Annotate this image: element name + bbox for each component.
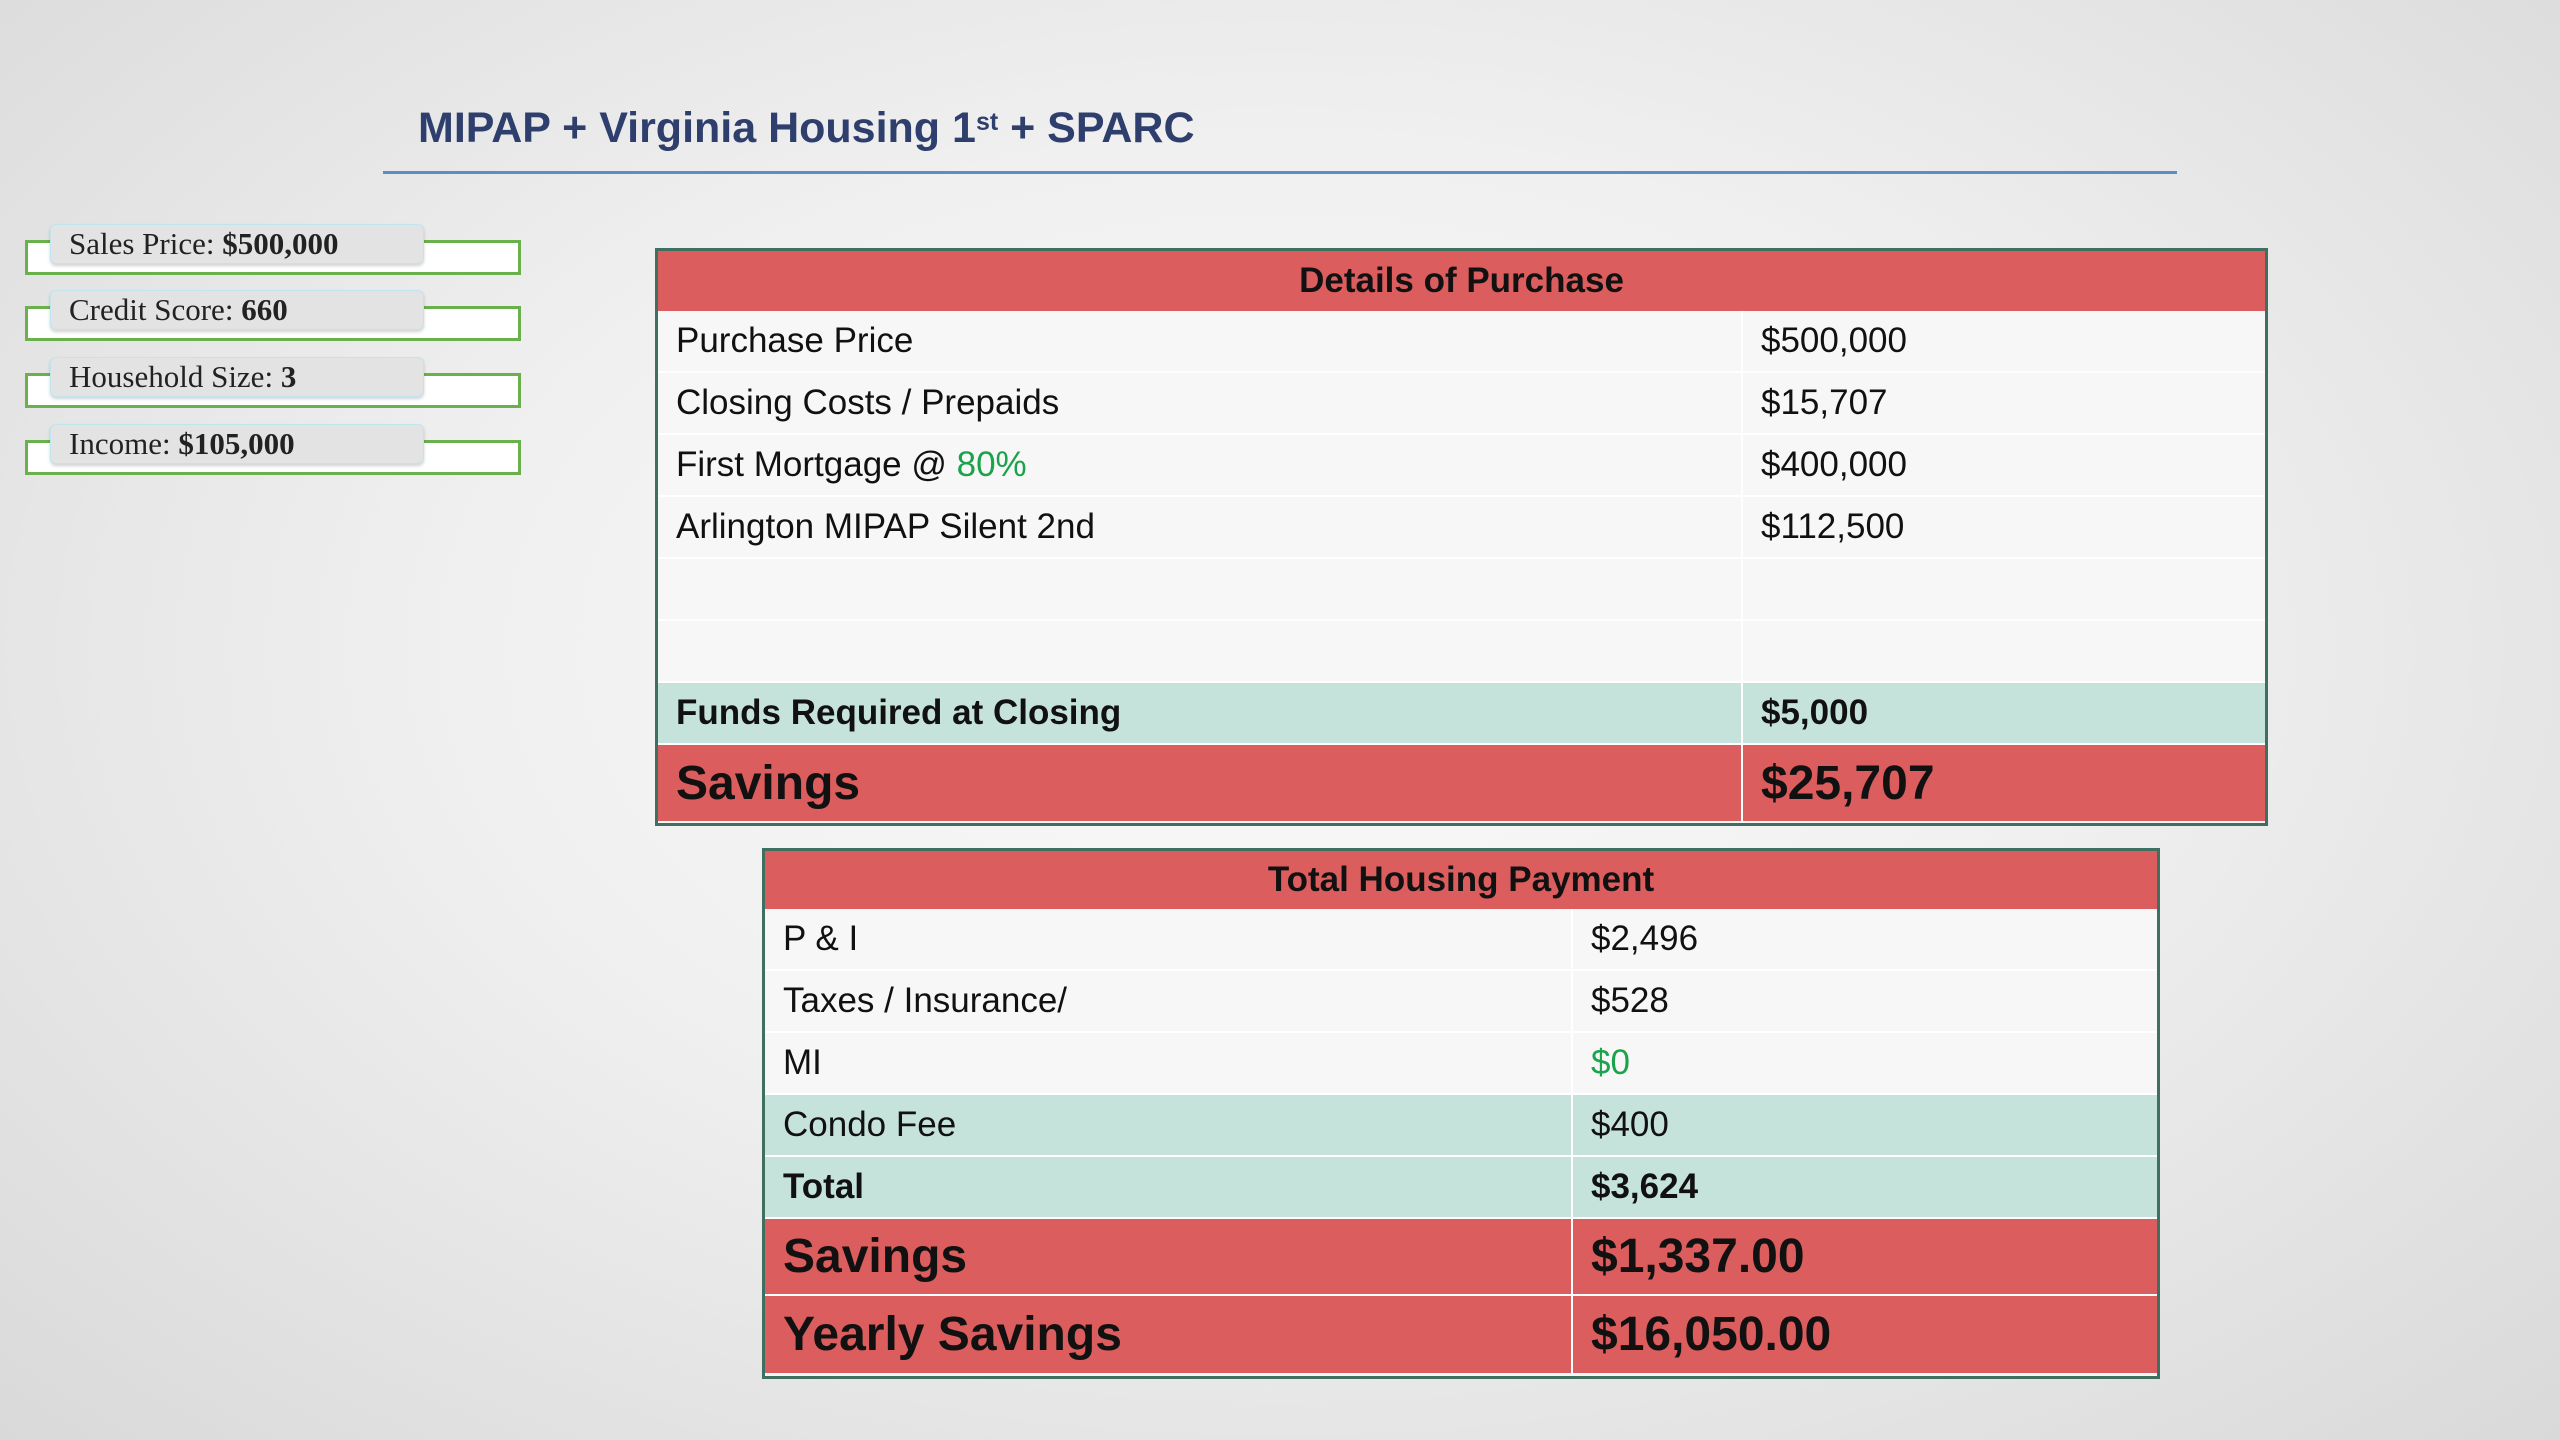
row-value: $16,050.00: [1571, 1296, 2157, 1373]
slide-title: [418, 104, 1195, 153]
title-suffix: + SPARC: [998, 104, 1195, 152]
info-label-credit-score: [50, 290, 424, 330]
info-label-text: Household Size:: [69, 359, 281, 394]
row-value: $528: [1571, 971, 2157, 1031]
info-label-sales-price: [50, 224, 424, 264]
funds-required-row: [658, 683, 2265, 745]
info-label-value: $500,000: [222, 226, 339, 261]
info-label-income: [50, 424, 424, 464]
info-box-income: [25, 426, 521, 475]
info-label-text: Sales Price:: [69, 226, 223, 261]
row-label: Savings: [676, 756, 861, 810]
table-header: [658, 251, 2265, 311]
housing-payment-table: [762, 848, 2160, 1379]
table-row: [765, 909, 2157, 971]
row-label: MI: [783, 1043, 822, 1082]
title-underline: [383, 171, 2177, 174]
row-value: $400,000: [1741, 435, 2265, 495]
row-label-text: First Mortgage @: [676, 445, 957, 484]
row-label: Yearly Savings: [783, 1308, 1122, 1361]
info-label-value: 660: [241, 292, 288, 327]
row-value: $0: [1571, 1033, 2157, 1093]
yearly-savings-row: [765, 1296, 2157, 1373]
table-header-label: Total Housing Payment: [1267, 860, 1655, 899]
row-value: $1,337.00: [1571, 1219, 2157, 1294]
row-label: [658, 435, 1741, 495]
row-value: $2,496: [1571, 909, 2157, 969]
table-row: [658, 311, 2265, 373]
row-label-highlight: 80%: [956, 445, 1027, 484]
total-row: [765, 1157, 2157, 1219]
table-row-empty: [658, 621, 2265, 683]
row-label: Taxes / Insurance/: [783, 981, 1068, 1020]
info-box-household-size: [25, 359, 521, 408]
table-header: [765, 851, 2157, 909]
table-row-empty: [658, 559, 2265, 621]
row-value: $400: [1571, 1095, 2157, 1155]
row-label: Total: [783, 1167, 865, 1206]
info-label-value: 3: [280, 359, 297, 394]
row-label: [658, 559, 1741, 619]
row-label: Funds Required at Closing: [676, 693, 1122, 732]
row-value: $500,000: [1741, 311, 2265, 371]
info-label-household-size: [50, 357, 424, 397]
table-row: [658, 435, 2265, 497]
table-row: [658, 373, 2265, 435]
info-box-sales-price: [25, 226, 521, 275]
info-box-credit-score: [25, 292, 521, 341]
row-value: $25,707: [1741, 745, 2265, 821]
condo-fee-row: [765, 1095, 2157, 1157]
row-label: Savings: [783, 1230, 968, 1283]
row-value: $3,624: [1571, 1157, 2157, 1217]
row-label: Purchase Price: [676, 321, 914, 360]
row-value: $5,000: [1741, 683, 2265, 743]
row-value: [1741, 621, 2265, 681]
table-header-label: Details of Purchase: [1299, 261, 1624, 300]
row-label: Closing Costs / Prepaids: [676, 383, 1060, 422]
table-row: [658, 497, 2265, 559]
info-label-text: Credit Score:: [69, 292, 242, 327]
monthly-savings-row: [765, 1219, 2157, 1296]
row-value: $15,707: [1741, 373, 2265, 433]
title-main: MIPAP + Virginia Housing 1: [418, 104, 976, 152]
table-row: [765, 971, 2157, 1033]
purchase-details-table: [655, 248, 2268, 826]
row-label: [658, 621, 1741, 681]
info-label-value: $105,000: [178, 426, 295, 461]
table-row: [765, 1033, 2157, 1095]
purchase-savings-row: [658, 745, 2265, 821]
row-label: P & I: [783, 919, 859, 958]
row-label: Arlington MIPAP Silent 2nd: [676, 507, 1095, 546]
title-superscript: st: [975, 108, 999, 136]
row-label: Condo Fee: [783, 1105, 957, 1144]
row-value: $112,500: [1741, 497, 2265, 557]
info-label-text: Income:: [69, 426, 179, 461]
row-value: [1741, 559, 2265, 619]
